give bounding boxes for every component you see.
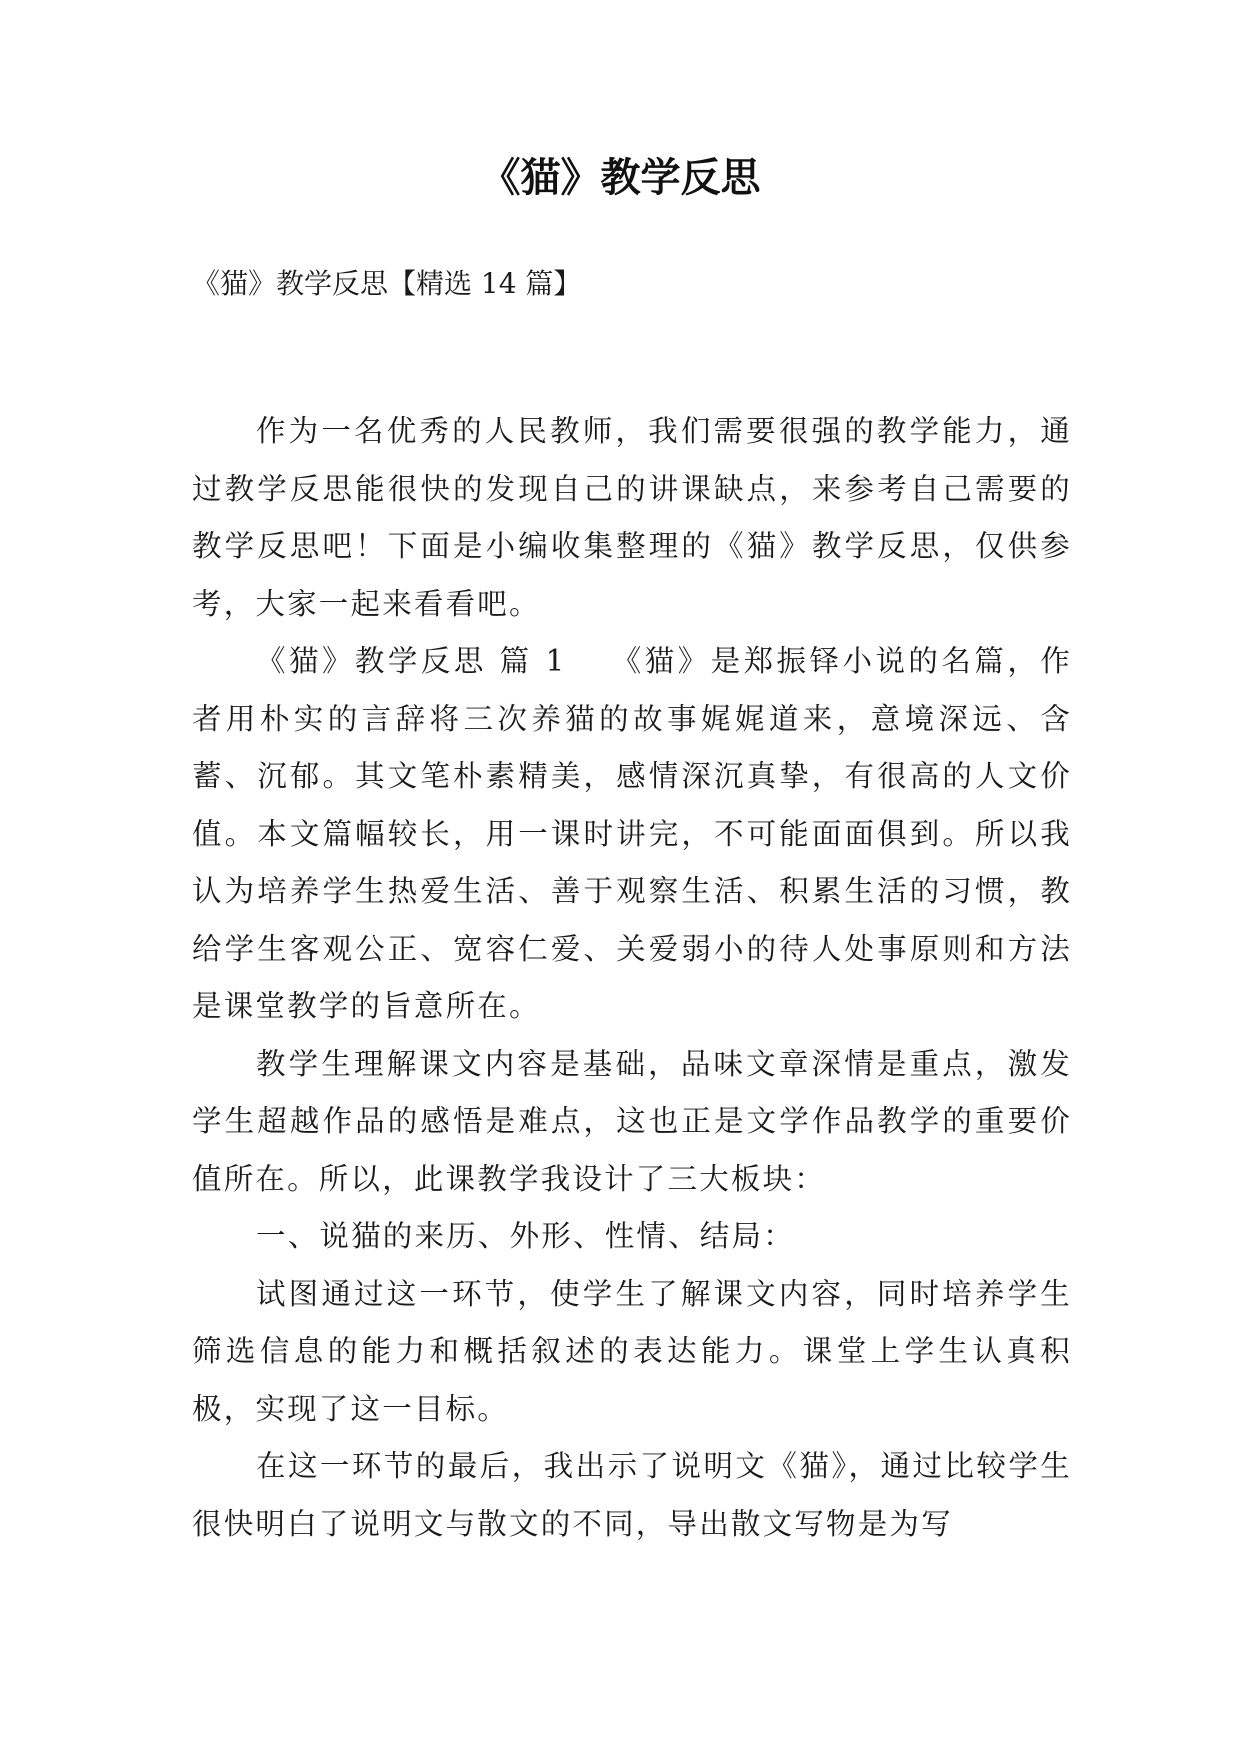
document-title: 《猫》教学反思: [480, 155, 761, 201]
document-body: [192, 403, 1072, 1553]
section-1-heading: 《猫》教学反思 篇 1: [256, 644, 567, 678]
intro-paragraph: 作为一名优秀的人民教师，我们需要很强的教学能力，通过教学反思能很快的发现自己的讲课缺点，来参考自己需要的教学反思吧！下面是小编收集整理的《猫》教学反思，仅供参考，大家一起来看看吧。: [192, 414, 1072, 621]
document-subtitle: 《猫》教学反思【精选 14 篇】: [192, 267, 582, 300]
body-paragraph-6: 在这一环节的最后，我出示了说明文《猫》，通过比较学生很快明白了说明文与散文的不同，导出散文写物是为写: [192, 1449, 1072, 1541]
body-paragraph-4: 一、说猫的来历、外形、性情、结局：: [256, 1219, 795, 1253]
section-1-paragraph: [192, 633, 1072, 1036]
section-1-text: 《猫》是郑振铎小说的名篇，作者用朴实的言辞将三次养猫的故事娓娓道来，意境深远、含蓄、沉郁。其文笔朴素精美，感情深沉真挚，有很高的人文价值。本文篇幅较长，用一课时讲完，不可能面面俱到。所以我认为培养学生热爱生活、善于观察生活、积累生活的习惯，教给学生客观公正、宽容仁爱、关爱弱小的待人处事原则和方法是课堂教学的旨意所在。: [192, 644, 1072, 1023]
body-paragraph-5: 试图通过这一环节，使学生了解课文内容，同时培养学生筛选信息的能力和概括叙述的表达能力。课堂上学生认真积极，实现了这一目标。: [192, 1276, 1072, 1426]
body-paragraph-3: 教学生理解课文内容是基础，品味文章深情是重点，激发学生超越作品的感悟是难点，这也正是文学作品教学的重要价值所在。所以，此课教学我设计了三大板块：: [192, 1046, 1072, 1196]
